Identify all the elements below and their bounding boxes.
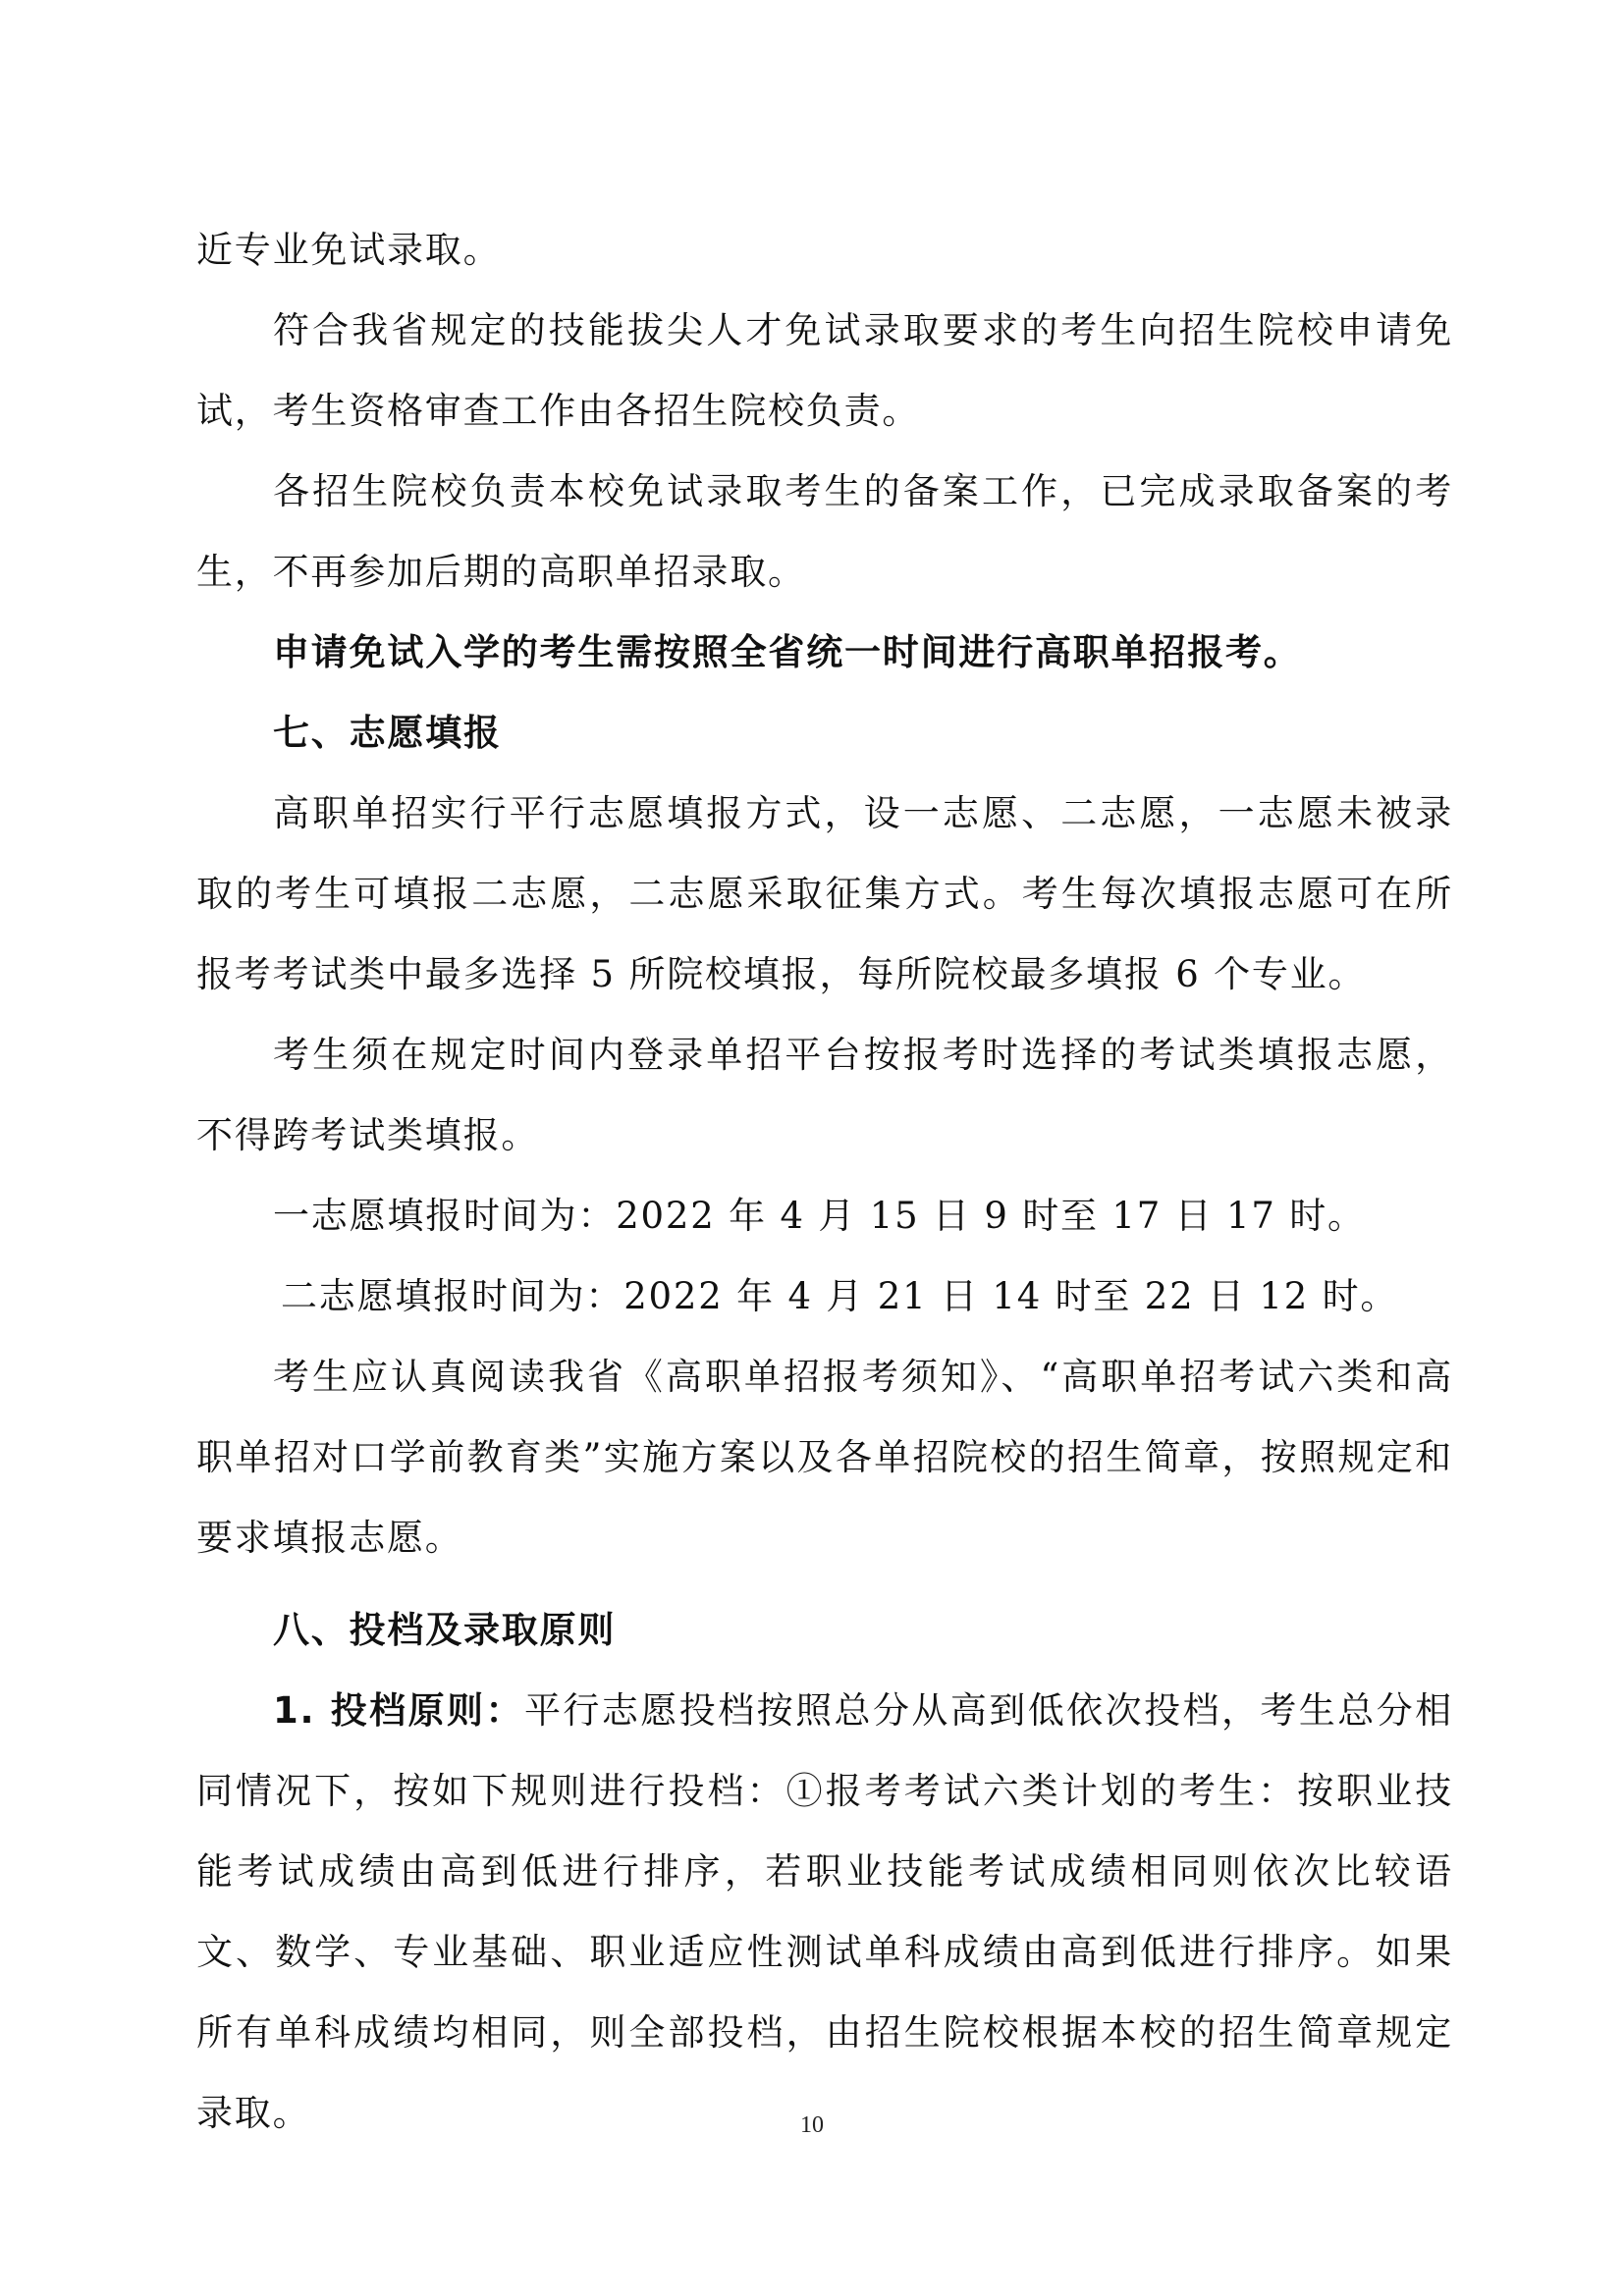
paragraph-exemption-registration-notice: 申请免试入学的考生需按照全省统一时间进行高职单招报考。 — [273, 631, 1302, 673]
paragraph-exemption-filing: 各招生院校负责本校免试录取考生的备案工作，已完成录取备案的考生，不再参加后期的高职单招录取。 — [196, 470, 1453, 593]
paragraph-read-guidelines: 考生应认真阅读我省《高职单招报考须知》、“高职单招考试六类和高职单招对口学前教育类”实施方案以及各单招院校的招生简章，按照规定和要求填报志愿。 — [196, 1356, 1453, 1559]
paragraph-second-volunteer-time: 二志愿填报时间为：2022 年 4 月 21 日 14 时至 22 日 12 时。 — [281, 1275, 1399, 1317]
page-number: 10 — [800, 2112, 824, 2138]
section-heading-admission-principles: 八、投档及录取原则 — [273, 1609, 617, 1651]
paragraph-first-volunteer-time: 一志愿填报时间为：2022 年 4 月 15 日 9 时至 17 日 17 时。 — [273, 1195, 1366, 1237]
paragraph-filing-principle — [196, 1671, 1453, 2154]
paragraph-parallel-volunteer: 高职单招实行平行志愿填报方式，设一志愿、二志愿，一志愿未被录取的考生可填报二志愿，二志愿采取征集方式。考生每次填报志愿可在所报考考试类中最多选择 5 所院校填报，每所院校最多填报 6 个专业。 — [196, 792, 1453, 995]
paragraph-continuation: 近专业免试录取。 — [196, 229, 502, 271]
section-heading-volunteer-filling: 七、志愿填报 — [273, 712, 502, 754]
document-body — [196, 210, 1453, 2154]
paragraph-filing-principle-label: 1. 投档原则： — [273, 1689, 524, 1732]
paragraph-exemption-application: 符合我省规定的技能拔尖人才免试录取要求的考生向招生院校申请免试，考生资格审查工作由各招生院校负责。 — [196, 309, 1453, 432]
paragraph-login-platform: 考生须在规定时间内登录单招平台按报考时选择的考试类填报志愿，不得跨考试类填报。 — [196, 1034, 1453, 1156]
paragraph-filing-principle-text: 平行志愿投档按照总分从高到低依次投档，考生总分相同情况下，按如下规则进行投档：①报考考试六类计划的考生：按职业技能考试成绩由高到低进行排序，若职业技能考试成绩相同则依次比较语文、数学、专业基础、职业适应性测试单科成绩由高到低进行排序。如果所有单科成绩均相同，则全部投档，由招生院校根据本校的招生简章规定录取。 — [196, 1689, 1453, 2134]
